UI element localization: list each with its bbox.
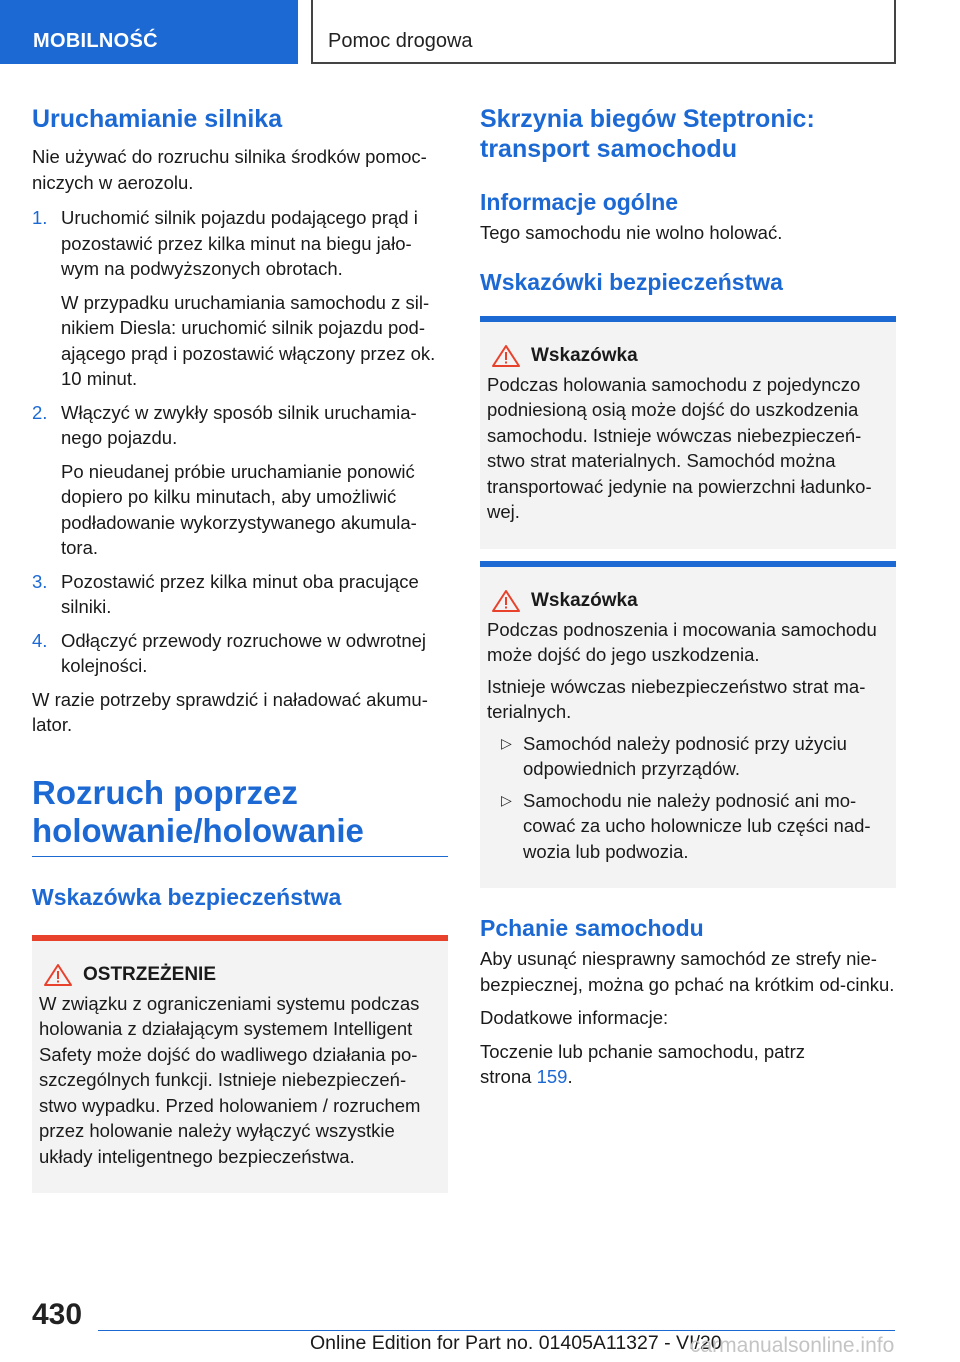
heading-steptronic: Skrzynia biegów Steptronic: transport samochodu: [480, 105, 815, 163]
step-number: 2.: [32, 401, 48, 423]
intro-text: Nie używać do rozruchu silnika środków pomoc-niczych w aerozolu.: [32, 146, 427, 193]
notice-box: [480, 316, 896, 549]
notice-text: Istnieje wówczas niebezpieczeństwo strat ma-terialnych.: [487, 675, 866, 722]
watermark: carmanualsonline.info: [690, 1334, 895, 1357]
step-text: Pozostawić przez kilka minut oba pracujące silniki.: [61, 570, 419, 617]
heading-pushing: Pchanie samochodu: [480, 915, 704, 941]
reference-label: Toczenie lub pchanie samochodu, patrz strona: [480, 1040, 805, 1087]
step-text: Uruchomić silnik pojazdu podającego prąd i pozostawić przez kilka minut na biegu jało-wym na podwyższonych obrotach.: [61, 207, 418, 279]
triangle-bullet-icon: ▷: [501, 734, 512, 751]
bullet-text: Samochód należy podnosić przy użyciu odpowiednich przyrządów.: [523, 732, 847, 779]
notice-text: Podczas holowania samochodu z pojedynczo podniesioną osią może dojść do uszkodzenia samochodu. Istnieje wówczas niebezpieczeń-stwo strat materialnych. Samochód można transportować jedynie na powierzchni ładunko-wej.: [487, 373, 872, 522]
warning-box: [32, 935, 448, 1194]
page-reference-link[interactable]: 159: [536, 1066, 568, 1087]
outro-text: W razie potrzeby sprawdzić i naładować akumu-lator.: [32, 688, 428, 735]
heading-safety-notes: Wskazówki bezpieczeństwa: [480, 268, 783, 295]
reference-end: .: [567, 1066, 573, 1087]
left-column: [32, 104, 448, 1193]
bullet-text: Samochodu nie należy podnosić ani mo-cować za ucho holownicze lub części nad-wozia lub podwozia.: [523, 789, 871, 862]
heading-towing: Rozruch poprzez holowanie/holowanie: [32, 773, 364, 849]
notice-title: Wskazówka: [531, 589, 638, 611]
list-item: [32, 569, 448, 620]
edition-text: Online Edition for Part no. 01405A11327 - VI/20: [310, 1332, 722, 1354]
warning-triangle-icon: [43, 963, 73, 987]
reference-text: [480, 1039, 840, 1090]
heading-safety-note: Wskazówka bezpieczeństwa: [32, 883, 342, 910]
notice-title: Wskazówka: [531, 344, 638, 366]
step-text: W przypadku uruchamiania samochodu z sil-nikiem Diesla: uruchomić silnik pojazdu pod-ającego prąd i pozostawić włączony przez ok. 10 minut.: [61, 291, 436, 389]
more-info-label: Dodatkowe informacje:: [480, 1007, 669, 1028]
heading-rule: [32, 856, 448, 857]
step-text: Włączyć w zwykły sposób silnik uruchamia-nego pojazdu.: [61, 401, 417, 448]
notice-bar: [480, 561, 896, 567]
list-item: [32, 205, 448, 392]
step-number: 3.: [32, 570, 48, 592]
heading-general-info: Informacje ogólne: [480, 189, 679, 215]
step-number: 4.: [32, 629, 48, 651]
notice-box: [480, 561, 896, 889]
page-number: 430: [32, 1298, 83, 1331]
warning-bar: [32, 935, 448, 941]
section-tab: MOBILNOŚĆ: [0, 0, 298, 64]
warning-text: W związku z ograniczeniami systemu podczas holowania z działającym systemem Intelligent Safety może dojść do wadliwego działania po-szczególnych funkcji. Istnieje niebezpieczeń-stwo wypadku. Przed holowaniem / rozruchem przez holowanie należy wyłączyć wszystkie układy inteligentnego bezpieczeństwa.: [39, 992, 421, 1167]
step-text: Odłączyć przewody rozruchowe w odwrotnej kolejności.: [61, 629, 427, 676]
triangle-bullet-icon: ▷: [501, 791, 512, 808]
general-text: Tego samochodu nie wolno holować.: [480, 222, 783, 243]
list-item: [32, 628, 448, 679]
heading-engine-start: Uruchamianie silnika: [32, 105, 283, 133]
push-text: Aby usunąć niesprawny samochód ze strefy nie-bezpiecznej, można go pchać na krótkim od-cinku.: [480, 948, 895, 995]
step-number: 1.: [32, 207, 48, 228]
warning-title: OSTRZEŻENIE: [83, 963, 217, 985]
notice-text: Podczas podnoszenia i mocowania samochodu może dojść do jego uszkodzenia.: [487, 618, 877, 665]
list-item: [32, 400, 448, 561]
list-item: [487, 731, 886, 782]
right-column: [480, 104, 896, 1090]
chapter-title: Pomoc drogowa: [311, 0, 896, 64]
steps-list: [32, 205, 448, 679]
step-text: Po nieudanej próbie uruchamianie ponowić dopiero po kilku minutach, aby umożliwić podładowanie wykorzystywanego akumula-tora.: [61, 460, 417, 558]
warning-triangle-icon: [491, 589, 521, 613]
warning-triangle-icon: [491, 344, 521, 368]
list-item: [487, 788, 886, 865]
footer-rule: [98, 1330, 895, 1331]
notice-bar: [480, 316, 896, 322]
